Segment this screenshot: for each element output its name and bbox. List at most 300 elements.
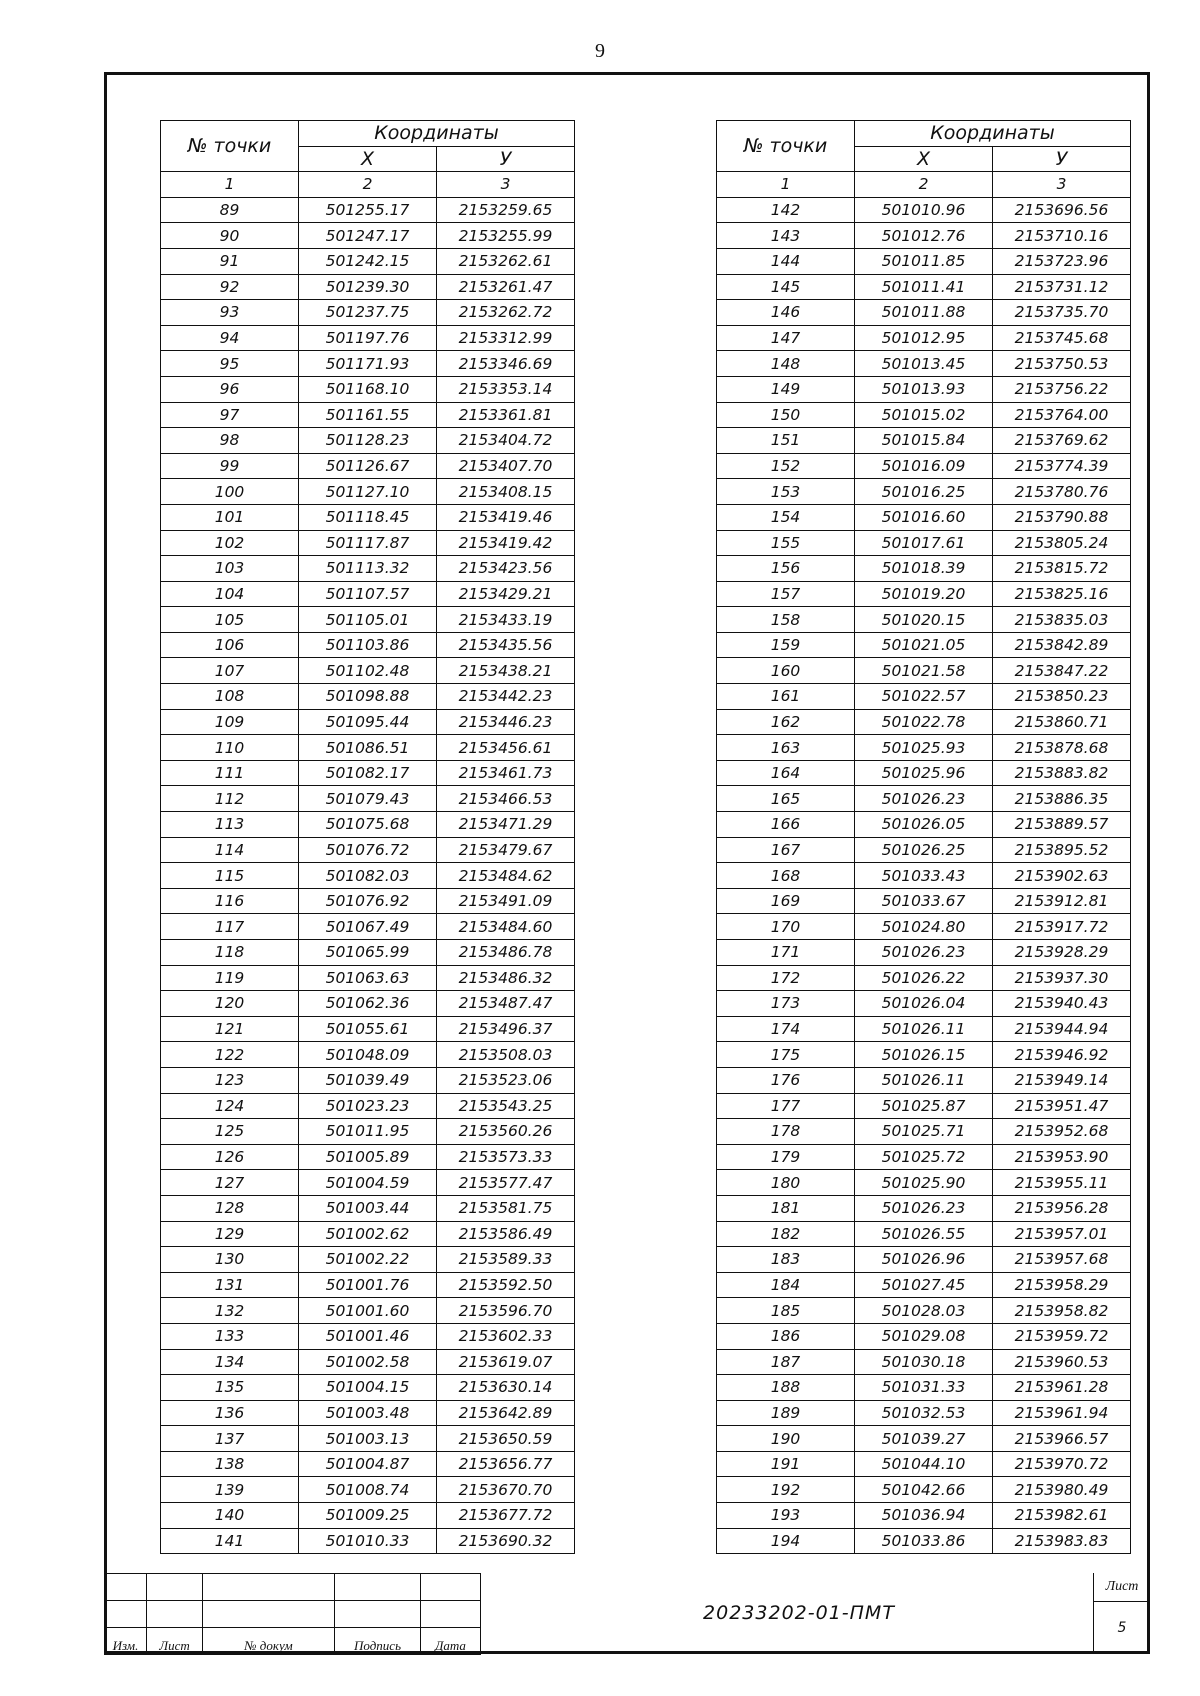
y-coordinate-cell: 2153255.99 — [437, 223, 575, 249]
y-coordinate-cell: 2153966.57 — [993, 1426, 1131, 1452]
point-number-cell: 108 — [161, 684, 299, 710]
point-number-cell: 189 — [717, 1400, 855, 1426]
point-number-cell: 109 — [161, 709, 299, 735]
y-coordinate-cell: 2153886.35 — [993, 786, 1131, 812]
point-number-cell: 175 — [717, 1042, 855, 1068]
point-number-cell: 186 — [717, 1323, 855, 1349]
y-coordinate-cell: 2153815.72 — [993, 556, 1131, 582]
x-coordinate-cell: 501012.95 — [855, 325, 993, 351]
table-row — [717, 658, 1131, 684]
point-number-header: № точки — [161, 121, 299, 172]
y-coordinate-cell: 2153508.03 — [437, 1042, 575, 1068]
point-number-cell: 135 — [161, 1375, 299, 1401]
x-coordinate-cell: 501067.49 — [299, 914, 437, 940]
point-number-cell: 128 — [161, 1195, 299, 1221]
y-coordinate-cell: 2153961.28 — [993, 1375, 1131, 1401]
x-coordinate-cell: 501063.63 — [299, 965, 437, 991]
y-coordinate-cell: 2153780.76 — [993, 479, 1131, 505]
table-row — [161, 991, 575, 1017]
table-row — [161, 351, 575, 377]
point-number-cell: 154 — [717, 504, 855, 530]
x-coordinate-cell: 501095.44 — [299, 709, 437, 735]
y-coordinate-cell: 2153543.25 — [437, 1093, 575, 1119]
y-coordinate-cell: 2153958.29 — [993, 1272, 1131, 1298]
point-number-cell: 148 — [717, 351, 855, 377]
table-row — [717, 1400, 1131, 1426]
stamp-label-change: Изм. — [105, 1628, 147, 1655]
point-number-cell: 150 — [717, 402, 855, 428]
table-row — [717, 1477, 1131, 1503]
table-row — [717, 1093, 1131, 1119]
table-row — [161, 1451, 575, 1477]
table-row — [717, 1067, 1131, 1093]
x-coordinate-cell: 501028.03 — [855, 1298, 993, 1324]
x-coordinate-cell: 501102.48 — [299, 658, 437, 684]
y-coordinate-cell: 2153970.72 — [993, 1451, 1131, 1477]
point-number-cell: 157 — [717, 581, 855, 607]
x-coordinate-cell: 501021.58 — [855, 658, 993, 684]
point-number-cell: 90 — [161, 223, 299, 249]
x-coordinate-cell: 501026.05 — [855, 812, 993, 838]
point-number-cell: 125 — [161, 1119, 299, 1145]
x-coordinate-cell: 501036.94 — [855, 1503, 993, 1529]
sheet-box — [1093, 1573, 1150, 1654]
table-row — [161, 1016, 575, 1042]
table-row — [161, 1119, 575, 1145]
point-number-cell: 173 — [717, 991, 855, 1017]
coordinates-table-left — [160, 120, 575, 1554]
table-row — [161, 940, 575, 966]
table-row — [717, 1119, 1131, 1145]
table-row — [717, 709, 1131, 735]
x-coordinate-cell: 501015.84 — [855, 428, 993, 454]
y-coordinate-cell: 2153596.70 — [437, 1298, 575, 1324]
x-coordinate-cell: 501015.02 — [855, 402, 993, 428]
y-coordinate-cell: 2153259.65 — [437, 197, 575, 223]
table-row — [161, 812, 575, 838]
point-number-cell: 153 — [717, 479, 855, 505]
x-coordinate-cell: 501026.11 — [855, 1067, 993, 1093]
x-coordinate-cell: 501013.93 — [855, 376, 993, 402]
y-coordinate-cell: 2153745.68 — [993, 325, 1131, 351]
x-coordinate-cell: 501020.15 — [855, 607, 993, 633]
x-coordinate-cell: 501117.87 — [299, 530, 437, 556]
y-coordinate-cell: 2153656.77 — [437, 1451, 575, 1477]
y-coordinate-cell: 2153404.72 — [437, 428, 575, 454]
point-number-cell: 180 — [717, 1170, 855, 1196]
y-coordinate-cell: 2153479.67 — [437, 837, 575, 863]
x-coordinate-cell: 501033.86 — [855, 1528, 993, 1554]
point-number-cell: 178 — [717, 1119, 855, 1145]
y-coordinate-cell: 2153928.29 — [993, 940, 1131, 966]
point-number-cell: 139 — [161, 1477, 299, 1503]
point-number-cell: 141 — [161, 1528, 299, 1554]
x-coordinate-cell: 501011.88 — [855, 300, 993, 326]
point-number-cell: 93 — [161, 300, 299, 326]
y-coordinate-cell: 2153438.21 — [437, 658, 575, 684]
y-coordinate-cell: 2153957.01 — [993, 1221, 1131, 1247]
table-row — [717, 1247, 1131, 1273]
point-number-cell: 107 — [161, 658, 299, 684]
x-coordinate-cell: 501026.11 — [855, 1016, 993, 1042]
point-number-cell: 89 — [161, 197, 299, 223]
x-coordinate-cell: 501004.87 — [299, 1451, 437, 1477]
x-header: X — [855, 146, 993, 172]
x-coordinate-cell: 501031.33 — [855, 1375, 993, 1401]
point-number-cell: 188 — [717, 1375, 855, 1401]
point-number-cell: 142 — [717, 197, 855, 223]
x-coordinate-cell: 501011.41 — [855, 274, 993, 300]
x-coordinate-cell: 501026.55 — [855, 1221, 993, 1247]
x-coordinate-cell: 501003.44 — [299, 1195, 437, 1221]
x-coordinate-cell: 501026.23 — [855, 786, 993, 812]
x-coordinate-cell: 501005.89 — [299, 1144, 437, 1170]
y-header: У — [993, 146, 1131, 172]
point-number-cell: 136 — [161, 1400, 299, 1426]
point-number-cell: 160 — [717, 658, 855, 684]
point-number-cell: 96 — [161, 376, 299, 402]
table-row — [717, 530, 1131, 556]
y-coordinate-cell: 2153883.82 — [993, 760, 1131, 786]
x-coordinate-cell: 501026.15 — [855, 1042, 993, 1068]
table-row — [717, 1426, 1131, 1452]
x-coordinate-cell: 501076.72 — [299, 837, 437, 863]
x-coordinate-cell: 501032.53 — [855, 1400, 993, 1426]
point-number-cell: 131 — [161, 1272, 299, 1298]
table-row — [161, 965, 575, 991]
stamp-label-doc-number: № докум — [203, 1628, 335, 1655]
y-coordinate-cell: 2153769.62 — [993, 428, 1131, 454]
point-number-cell: 147 — [717, 325, 855, 351]
document-code: 20233202-01-ПМТ — [703, 1602, 895, 1624]
point-number-cell: 126 — [161, 1144, 299, 1170]
table-row — [717, 940, 1131, 966]
x-coordinate-cell: 501098.88 — [299, 684, 437, 710]
point-number-cell: 171 — [717, 940, 855, 966]
y-coordinate-cell: 2153312.99 — [437, 325, 575, 351]
point-number-cell: 165 — [717, 786, 855, 812]
table-row — [161, 607, 575, 633]
table-row — [161, 402, 575, 428]
x-coordinate-cell: 501026.04 — [855, 991, 993, 1017]
table-row — [161, 1528, 575, 1554]
y-coordinate-cell: 2153944.94 — [993, 1016, 1131, 1042]
y-coordinate-cell: 2153723.96 — [993, 248, 1131, 274]
x-coordinate-cell: 501026.22 — [855, 965, 993, 991]
x-coordinate-cell: 501016.09 — [855, 453, 993, 479]
point-number-cell: 172 — [717, 965, 855, 991]
point-number-cell: 190 — [717, 1426, 855, 1452]
table-row — [161, 837, 575, 863]
x-coordinate-cell: 501002.22 — [299, 1247, 437, 1273]
table-row — [161, 709, 575, 735]
point-number-cell: 115 — [161, 863, 299, 889]
x-coordinate-cell: 501012.76 — [855, 223, 993, 249]
point-number-cell: 117 — [161, 914, 299, 940]
x-coordinate-cell: 501239.30 — [299, 274, 437, 300]
point-number-cell: 140 — [161, 1503, 299, 1529]
table-row — [717, 1451, 1131, 1477]
y-coordinate-cell: 2153917.72 — [993, 914, 1131, 940]
table-row — [717, 760, 1131, 786]
y-coordinate-cell: 2153957.68 — [993, 1247, 1131, 1273]
table-row — [717, 1528, 1131, 1554]
table-row — [717, 1195, 1131, 1221]
y-coordinate-cell: 2153346.69 — [437, 351, 575, 377]
table-row — [161, 197, 575, 223]
y-coordinate-cell: 2153842.89 — [993, 632, 1131, 658]
y-coordinate-cell: 2153902.63 — [993, 863, 1131, 889]
y-coordinate-cell: 2153592.50 — [437, 1272, 575, 1298]
point-number-cell: 162 — [717, 709, 855, 735]
x-coordinate-cell: 501026.23 — [855, 940, 993, 966]
x-coordinate-cell: 501079.43 — [299, 786, 437, 812]
point-number-cell: 177 — [717, 1093, 855, 1119]
y-coordinate-cell: 2153790.88 — [993, 504, 1131, 530]
x-coordinate-cell: 501039.27 — [855, 1426, 993, 1452]
point-number-cell: 138 — [161, 1451, 299, 1477]
y-coordinate-cell: 2153889.57 — [993, 812, 1131, 838]
y-coordinate-cell: 2153262.61 — [437, 248, 575, 274]
x-coordinate-cell: 501025.87 — [855, 1093, 993, 1119]
x-coordinate-cell: 501026.23 — [855, 1195, 993, 1221]
x-coordinate-cell: 501128.23 — [299, 428, 437, 454]
y-coordinate-cell: 2153764.00 — [993, 402, 1131, 428]
table-row — [161, 1426, 575, 1452]
point-number-cell: 129 — [161, 1221, 299, 1247]
y-coordinate-cell: 2153953.90 — [993, 1144, 1131, 1170]
x-coordinate-cell: 501018.39 — [855, 556, 993, 582]
table-row — [717, 812, 1131, 838]
x-coordinate-cell: 501242.15 — [299, 248, 437, 274]
y-coordinate-cell: 2153589.33 — [437, 1247, 575, 1273]
y-coordinate-cell: 2153912.81 — [993, 888, 1131, 914]
table-row — [161, 760, 575, 786]
point-number-cell: 179 — [717, 1144, 855, 1170]
y-header: У — [437, 146, 575, 172]
table-row — [161, 376, 575, 402]
x-coordinate-cell: 501168.10 — [299, 376, 437, 402]
title-block — [104, 1573, 1150, 1654]
y-coordinate-cell: 2153952.68 — [993, 1119, 1131, 1145]
table-row — [717, 351, 1131, 377]
point-number-cell: 91 — [161, 248, 299, 274]
point-number-cell: 104 — [161, 581, 299, 607]
point-number-cell: 110 — [161, 735, 299, 761]
table-row — [161, 325, 575, 351]
table-row — [161, 658, 575, 684]
table-row — [717, 786, 1131, 812]
table-row — [161, 1144, 575, 1170]
table-row — [161, 1400, 575, 1426]
point-number-cell: 155 — [717, 530, 855, 556]
y-coordinate-cell: 2153878.68 — [993, 735, 1131, 761]
y-coordinate-cell: 2153487.47 — [437, 991, 575, 1017]
table-row — [161, 453, 575, 479]
point-number-cell: 176 — [717, 1067, 855, 1093]
point-number-cell: 164 — [717, 760, 855, 786]
table-row — [161, 863, 575, 889]
y-coordinate-cell: 2153958.82 — [993, 1298, 1131, 1324]
x-coordinate-cell: 501030.18 — [855, 1349, 993, 1375]
table-row — [161, 1247, 575, 1273]
table-row — [161, 274, 575, 300]
point-number-cell: 97 — [161, 402, 299, 428]
table-row — [161, 735, 575, 761]
x-coordinate-cell: 501107.57 — [299, 581, 437, 607]
table-row — [161, 479, 575, 505]
point-number-cell: 149 — [717, 376, 855, 402]
point-number-cell: 166 — [717, 812, 855, 838]
table-row — [161, 1170, 575, 1196]
table-row — [717, 274, 1131, 300]
sheet-number: 5 — [1117, 1620, 1127, 1636]
coordinates-body-left — [161, 197, 575, 1553]
table-row — [717, 632, 1131, 658]
table-row — [717, 453, 1131, 479]
y-coordinate-cell: 2153586.49 — [437, 1221, 575, 1247]
point-number-cell: 94 — [161, 325, 299, 351]
x-coordinate-cell: 501103.86 — [299, 632, 437, 658]
y-coordinate-cell: 2153408.15 — [437, 479, 575, 505]
y-coordinate-cell: 2153805.24 — [993, 530, 1131, 556]
point-number-cell: 106 — [161, 632, 299, 658]
stamp-label-signature: Подпись — [335, 1628, 421, 1655]
y-coordinate-cell: 2153496.37 — [437, 1016, 575, 1042]
point-number-cell: 105 — [161, 607, 299, 633]
x-coordinate-cell: 501024.80 — [855, 914, 993, 940]
y-coordinate-cell: 2153433.19 — [437, 607, 575, 633]
y-coordinate-cell: 2153946.92 — [993, 1042, 1131, 1068]
point-number-cell: 151 — [717, 428, 855, 454]
point-number-cell: 167 — [717, 837, 855, 863]
table-row — [717, 1016, 1131, 1042]
x-coordinate-cell: 501255.17 — [299, 197, 437, 223]
table-row — [717, 223, 1131, 249]
x-coordinate-cell: 501025.71 — [855, 1119, 993, 1145]
point-number-header: № точки — [717, 121, 855, 172]
table-row — [717, 197, 1131, 223]
table-row — [161, 300, 575, 326]
x-coordinate-cell: 501003.13 — [299, 1426, 437, 1452]
table-row — [161, 1067, 575, 1093]
y-coordinate-cell: 2153850.23 — [993, 684, 1131, 710]
point-number-cell: 121 — [161, 1016, 299, 1042]
x-coordinate-cell: 501022.78 — [855, 709, 993, 735]
table-row — [161, 1221, 575, 1247]
point-number-cell: 192 — [717, 1477, 855, 1503]
table-row — [717, 1323, 1131, 1349]
y-coordinate-cell: 2153642.89 — [437, 1400, 575, 1426]
x-coordinate-cell: 501011.95 — [299, 1119, 437, 1145]
y-coordinate-cell: 2153423.56 — [437, 556, 575, 582]
stamp-label-date: Дата — [421, 1628, 481, 1655]
point-number-cell: 193 — [717, 1503, 855, 1529]
y-coordinate-cell: 2153262.72 — [437, 300, 575, 326]
y-coordinate-cell: 2153835.03 — [993, 607, 1131, 633]
x-coordinate-cell: 501019.20 — [855, 581, 993, 607]
x-coordinate-cell: 501126.67 — [299, 453, 437, 479]
point-number-cell: 159 — [717, 632, 855, 658]
table-row — [717, 479, 1131, 505]
point-number-cell: 137 — [161, 1426, 299, 1452]
y-coordinate-cell: 2153486.78 — [437, 940, 575, 966]
x-coordinate-cell: 501016.60 — [855, 504, 993, 530]
x-coordinate-cell: 501001.76 — [299, 1272, 437, 1298]
column-index: 2 — [855, 172, 993, 198]
y-coordinate-cell: 2153435.56 — [437, 632, 575, 658]
table-row — [161, 556, 575, 582]
table-row — [161, 1042, 575, 1068]
point-number-cell: 133 — [161, 1323, 299, 1349]
y-coordinate-cell: 2153940.43 — [993, 991, 1131, 1017]
table-row — [717, 914, 1131, 940]
table-row — [717, 504, 1131, 530]
y-coordinate-cell: 2153419.42 — [437, 530, 575, 556]
y-coordinate-cell: 2153456.61 — [437, 735, 575, 761]
y-coordinate-cell: 2153750.53 — [993, 351, 1131, 377]
x-coordinate-cell: 501002.58 — [299, 1349, 437, 1375]
table-row — [717, 300, 1131, 326]
x-coordinate-cell: 501022.57 — [855, 684, 993, 710]
y-coordinate-cell: 2153847.22 — [993, 658, 1131, 684]
x-coordinate-cell: 501004.15 — [299, 1375, 437, 1401]
x-coordinate-cell: 501001.60 — [299, 1298, 437, 1324]
table-row — [161, 581, 575, 607]
table-row — [717, 735, 1131, 761]
x-coordinate-cell: 501025.90 — [855, 1170, 993, 1196]
point-number-cell: 101 — [161, 504, 299, 530]
table-row — [717, 428, 1131, 454]
point-number-cell: 161 — [717, 684, 855, 710]
column-index: 2 — [299, 172, 437, 198]
y-coordinate-cell: 2153677.72 — [437, 1503, 575, 1529]
point-number-cell: 174 — [717, 1016, 855, 1042]
point-number-cell: 127 — [161, 1170, 299, 1196]
table-row — [717, 402, 1131, 428]
point-number-cell: 144 — [717, 248, 855, 274]
y-coordinate-cell: 2153491.09 — [437, 888, 575, 914]
y-coordinate-cell: 2153523.06 — [437, 1067, 575, 1093]
table-row — [161, 530, 575, 556]
x-coordinate-cell: 501009.25 — [299, 1503, 437, 1529]
point-number-cell: 116 — [161, 888, 299, 914]
y-coordinate-cell: 2153980.49 — [993, 1477, 1131, 1503]
table-row — [161, 1503, 575, 1529]
table-row — [717, 581, 1131, 607]
point-number-cell: 156 — [717, 556, 855, 582]
y-coordinate-cell: 2153960.53 — [993, 1349, 1131, 1375]
table-row — [161, 684, 575, 710]
table-row — [161, 1195, 575, 1221]
point-number-cell: 118 — [161, 940, 299, 966]
point-number-cell: 98 — [161, 428, 299, 454]
point-number-cell: 100 — [161, 479, 299, 505]
x-coordinate-cell: 501016.25 — [855, 479, 993, 505]
point-number-cell: 146 — [717, 300, 855, 326]
point-number-cell: 181 — [717, 1195, 855, 1221]
point-number-cell: 185 — [717, 1298, 855, 1324]
x-coordinate-cell: 501044.10 — [855, 1451, 993, 1477]
x-coordinate-cell: 501082.03 — [299, 863, 437, 889]
table-row — [717, 1272, 1131, 1298]
y-coordinate-cell: 2153774.39 — [993, 453, 1131, 479]
y-coordinate-cell: 2153353.14 — [437, 376, 575, 402]
table-row — [161, 1375, 575, 1401]
x-coordinate-cell: 501075.68 — [299, 812, 437, 838]
y-coordinate-cell: 2153619.07 — [437, 1349, 575, 1375]
point-number-cell: 111 — [161, 760, 299, 786]
